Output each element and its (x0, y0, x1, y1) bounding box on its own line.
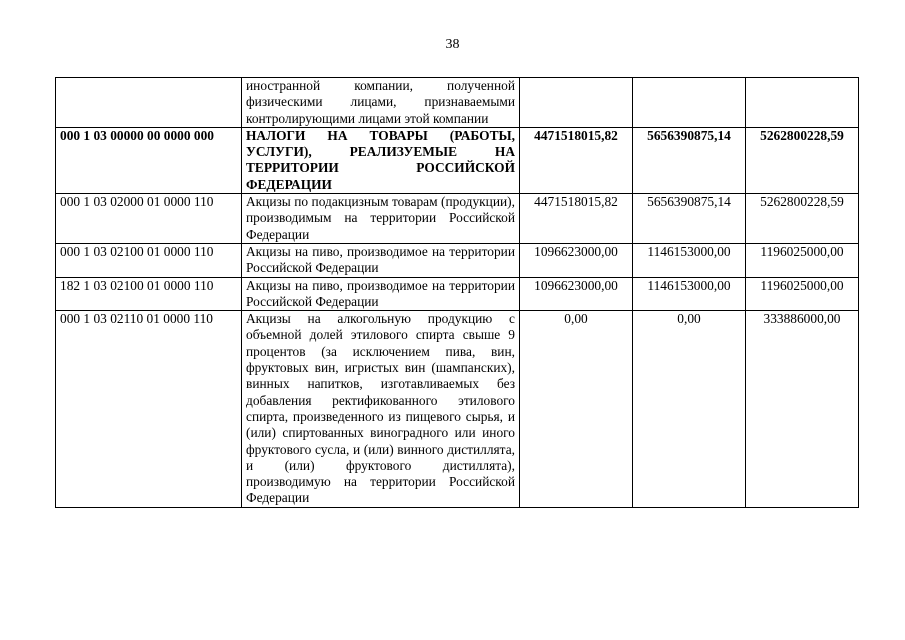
amount-year3-cell (746, 78, 859, 128)
revenue-name-cell: иностранной компании, полученной физическими лицами, признаваемыми контролирующими лицами этой компании (242, 78, 520, 128)
revenue-name-cell: Акцизы по подакцизным товарам (продукции), производимым на территории Российской Федерации (242, 194, 520, 244)
amount-year2-cell: 1146153000,00 (633, 277, 746, 311)
amount-year3-cell: 1196025000,00 (746, 243, 859, 277)
budget-code-cell: 182 1 03 02100 01 0000 110 (56, 277, 242, 311)
amount-year1-cell (520, 78, 633, 128)
budget-code-cell: 000 1 03 02100 01 0000 110 (56, 243, 242, 277)
table-row (56, 127, 859, 193)
revenue-name-cell: Акцизы на алкогольную продукцию с объемной долей этилового спирта свыше 9 процентов (за исключением пива, вин, фруктовых вин, игристых вин (шампанских), винных напитков, изготавливаемых без добавления ректификованного этилового спирта, произведенного из пищевого сырья, и (или) спиртованных виноградного или иного фруктового сусла, и (или) винного дистиллята, и (или) фруктового дистиллята), производимую на территории Российской Федерации (242, 311, 520, 508)
amount-year1-cell: 1096623000,00 (520, 277, 633, 311)
amount-year2-cell: 5656390875,14 (633, 127, 746, 193)
amount-year1-cell: 0,00 (520, 311, 633, 508)
amount-year1-cell: 4471518015,82 (520, 127, 633, 193)
table-row (56, 311, 859, 508)
table-row (56, 243, 859, 277)
amount-year1-cell: 4471518015,82 (520, 194, 633, 244)
revenue-name-cell: Акцизы на пиво, производимое на территории Российской Федерации (242, 277, 520, 311)
amount-year3-cell: 333886000,00 (746, 311, 859, 508)
revenue-name-cell: Акцизы на пиво, производимое на территории Российской Федерации (242, 243, 520, 277)
amount-year2-cell: 5656390875,14 (633, 194, 746, 244)
amount-year3-cell: 5262800228,59 (746, 127, 859, 193)
page-number: 38 (445, 37, 460, 52)
amount-year3-cell: 1196025000,00 (746, 277, 859, 311)
budget-code-cell (56, 78, 242, 128)
budget-code-cell: 000 1 03 02110 01 0000 110 (56, 311, 242, 508)
amount-year2-cell: 0,00 (633, 311, 746, 508)
table-row (56, 78, 859, 128)
amount-year3-cell: 5262800228,59 (746, 194, 859, 244)
table-row (56, 277, 859, 311)
amount-year2-cell: 1146153000,00 (633, 243, 746, 277)
table-row (56, 194, 859, 244)
budget-code-cell: 000 1 03 02000 01 0000 110 (56, 194, 242, 244)
revenue-name-cell: НАЛОГИ НА ТОВАРЫ (РАБОТЫ, УСЛУГИ), РЕАЛИЗУЕМЫЕ НА ТЕРРИТОРИИ РОССИЙСКОЙ ФЕДЕРАЦИИ (242, 127, 520, 193)
amount-year1-cell: 1096623000,00 (520, 243, 633, 277)
budget-code-cell: 000 1 03 00000 00 0000 000 (56, 127, 242, 193)
amount-year2-cell (633, 78, 746, 128)
revenue-table (55, 77, 859, 508)
